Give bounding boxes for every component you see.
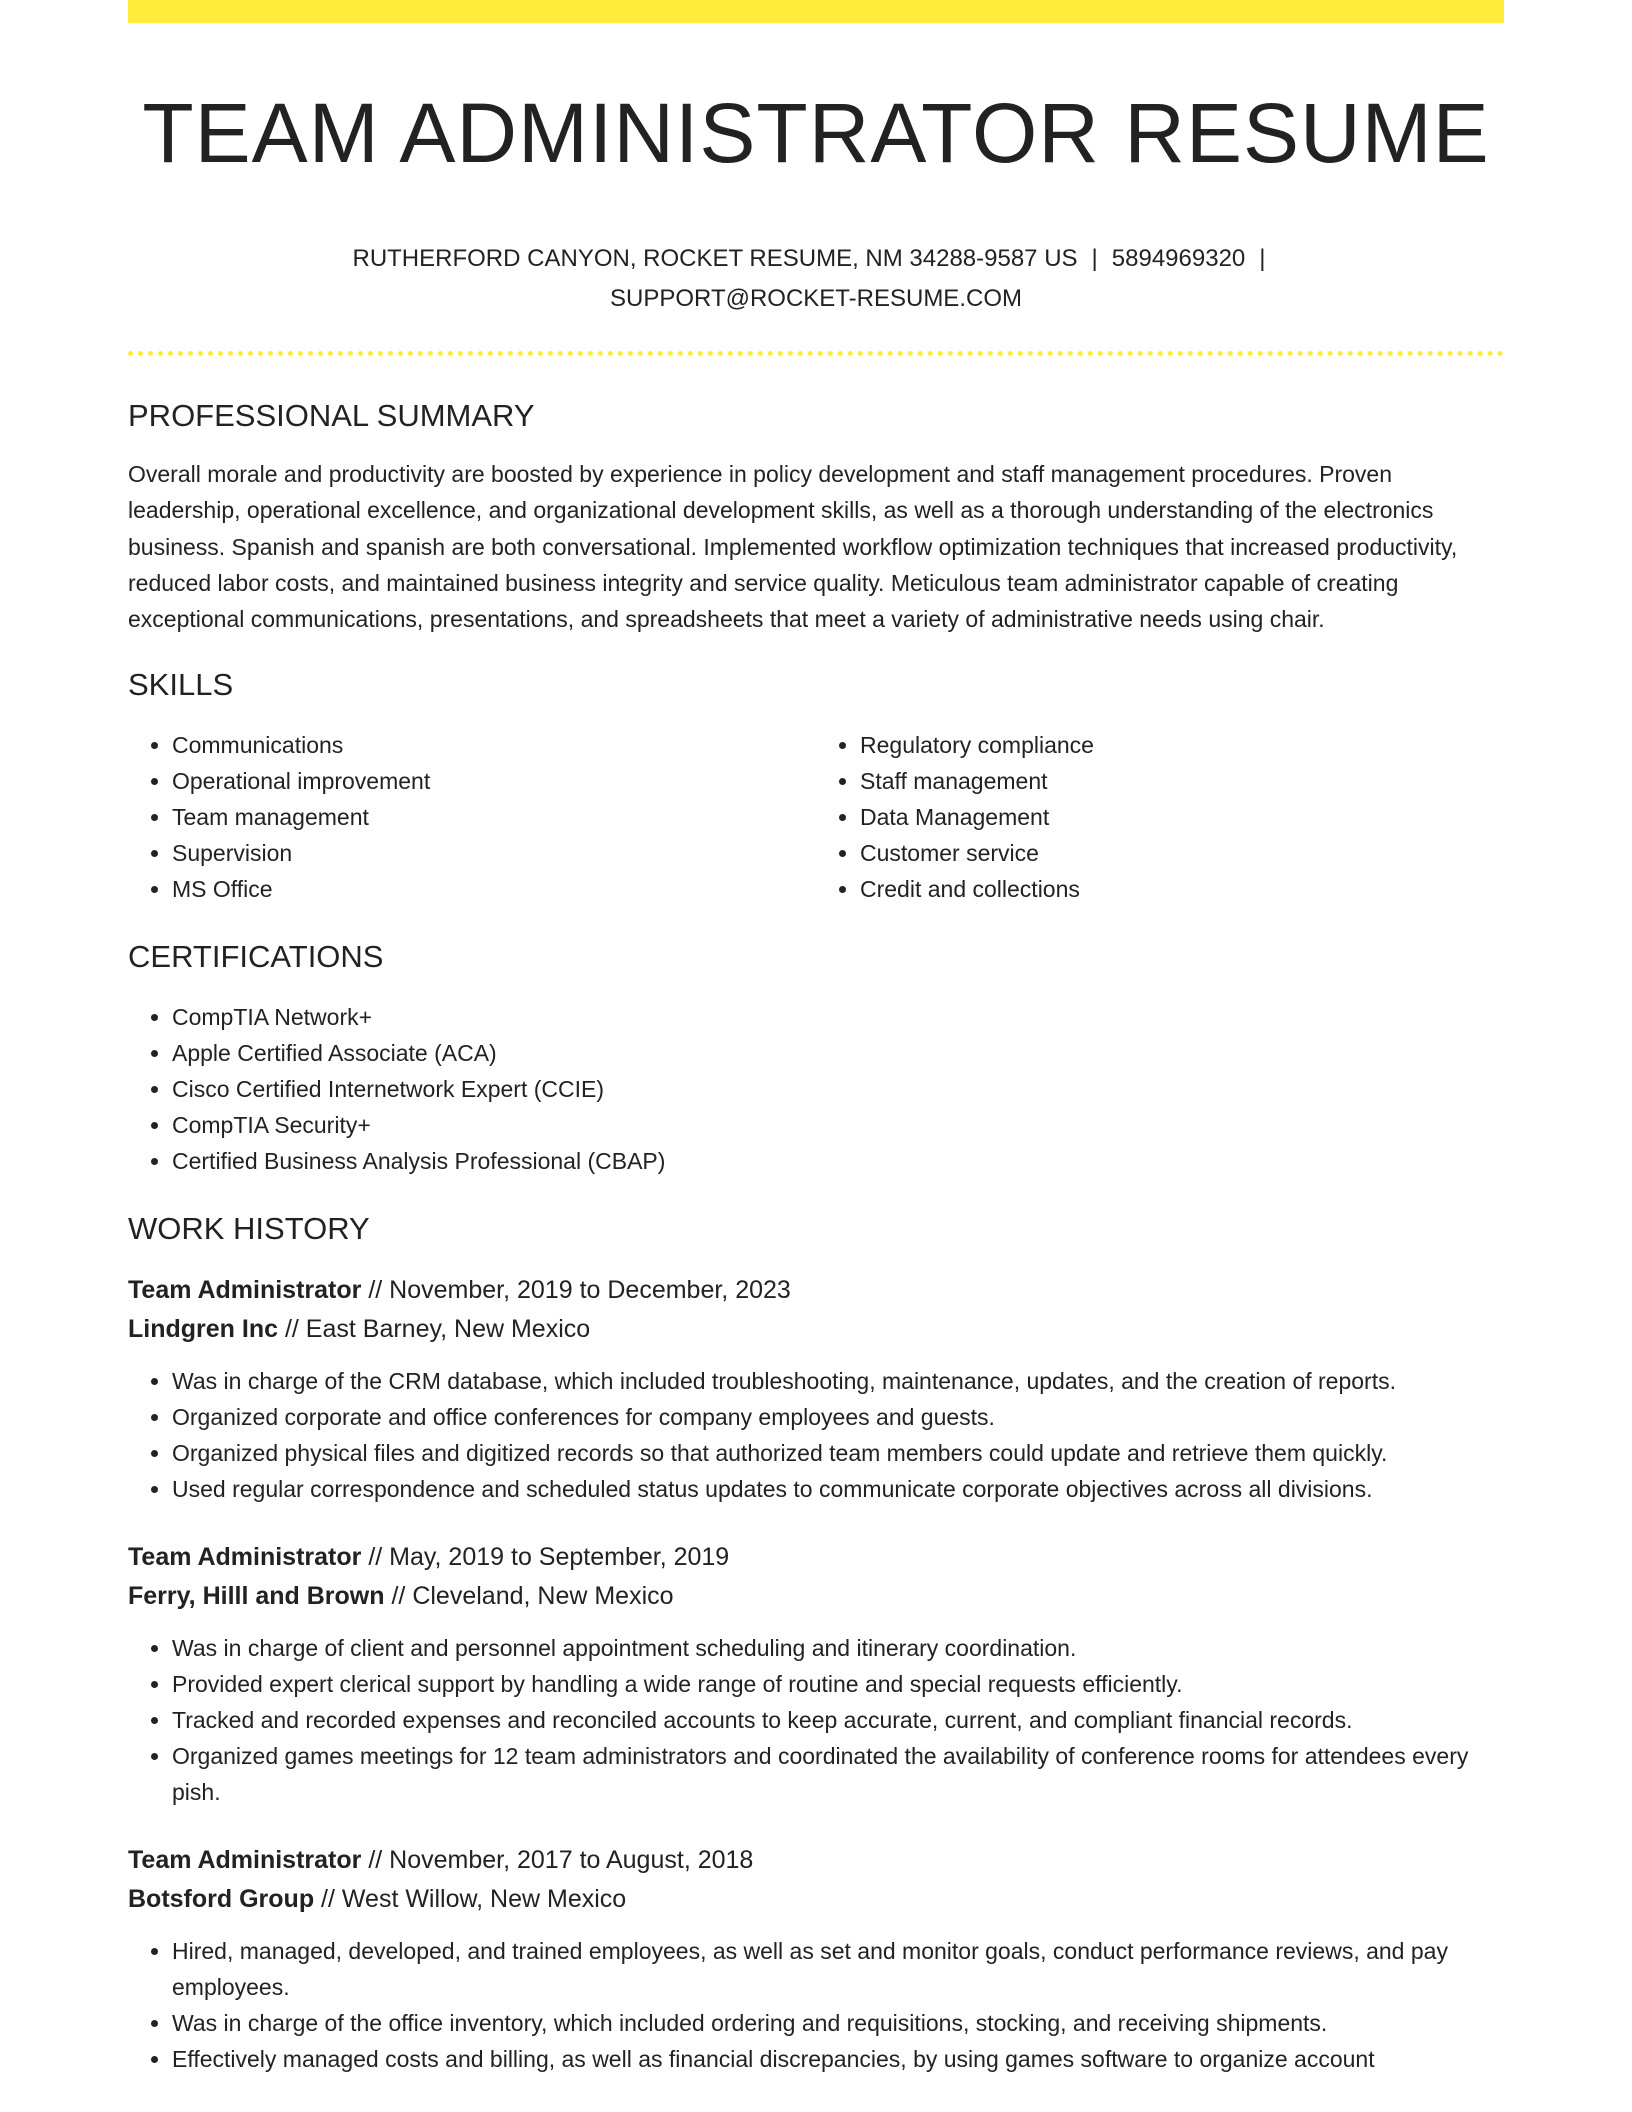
job-entry: [128, 1841, 1504, 2077]
job-location: East Barney, New Mexico: [305, 1315, 591, 1344]
delimiter: //: [361, 1276, 390, 1305]
job-location: West Willow, New Mexico: [341, 1885, 627, 1914]
job-title: Team Administrator: [128, 1543, 362, 1572]
skills-heading: SKILLS: [128, 667, 234, 703]
contact-email: SUPPORT@ROCKET-RESUME.COM: [610, 285, 1022, 312]
job-bullet: • Provided expert clerical support by handling a wide range of routine and special requests efficiently.: [172, 1666, 1504, 1702]
certifications-list: [128, 999, 1504, 1179]
resume-page: [128, 0, 1504, 2077]
job-company-line: [128, 1880, 1504, 1919]
certification-item: • Certified Business Analysis Professional (CBAP): [172, 1143, 1504, 1179]
certifications-heading: CERTIFICATIONS: [128, 939, 384, 975]
job-bullet: • Used regular correspondence and scheduled status updates to communicate corporate objectives across all divisions.: [172, 1471, 1504, 1507]
contact-line-1: [128, 239, 1504, 279]
certification-item: • CompTIA Security+: [172, 1107, 1504, 1143]
skill-item: • Supervision: [172, 835, 816, 871]
job-company: Lindgren Inc: [128, 1315, 278, 1344]
skill-item: • Staff management: [860, 763, 1504, 799]
skill-item: • Regulatory compliance: [860, 727, 1504, 763]
delimiter: //: [361, 1846, 390, 1875]
job-title-line: [128, 1271, 1504, 1310]
contact-phone: 5894969320: [1111, 245, 1246, 272]
job-company: Ferry, Hilll and Brown: [128, 1582, 385, 1611]
job-bullets: [128, 1933, 1504, 2077]
job-bullet: • Was in charge of the office inventory, which included ordering and requisitions, stocking, and receiving shipments.: [172, 2005, 1504, 2041]
skills-column-right: [816, 727, 1504, 907]
page-title: TEAM ADMINISTRATOR RESUME: [142, 86, 1490, 180]
delimiter: //: [384, 1582, 413, 1611]
job-bullet: • Tracked and recorded expenses and reconciled accounts to keep accurate, current, and compliant financial records.: [172, 1702, 1504, 1738]
job-bullet: • Hired, managed, developed, and trained employees, as well as set and monitor goals, conduct performance reviews, and pay employees.: [172, 1933, 1504, 2005]
job-bullet: • Was in charge of the CRM database, which included troubleshooting, maintenance, updates, and the creation of reports.: [172, 1363, 1504, 1399]
job-title: Team Administrator: [128, 1276, 362, 1305]
contact-address: RUTHERFORD CANYON, ROCKET RESUME, NM 34288-9587 US: [352, 245, 1078, 272]
skills-column-left: [128, 727, 816, 907]
top-accent-bar: [128, 0, 1504, 23]
job-dates: November, 2017 to August, 2018: [389, 1846, 754, 1875]
job-company-line: [128, 1577, 1504, 1616]
contact-info: [128, 239, 1504, 319]
dotted-divider: [128, 351, 1504, 356]
skills-list: [128, 727, 1504, 907]
job-bullet: • Organized corporate and office conferences for company employees and guests.: [172, 1399, 1504, 1435]
skill-item: • Team management: [172, 799, 816, 835]
job-bullets: [128, 1363, 1504, 1507]
job-bullets: [128, 1630, 1504, 1810]
certification-item: • CompTIA Network+: [172, 999, 1504, 1035]
skill-item: • Communications: [172, 727, 816, 763]
job-bullet: • Was in charge of client and personnel appointment scheduling and itinerary coordination.: [172, 1630, 1504, 1666]
job-title-line: [128, 1841, 1504, 1880]
job-bullet: • Effectively managed costs and billing, as well as financial discrepancies, by using games software to organize account: [172, 2041, 1504, 2077]
job-dates: May, 2019 to September, 2019: [389, 1543, 730, 1572]
contact-separator: |: [1259, 245, 1266, 272]
certification-item: • Cisco Certified Internetwork Expert (CCIE): [172, 1071, 1504, 1107]
job-entry: [128, 1538, 1504, 1810]
delimiter: //: [361, 1543, 390, 1572]
job-entry: [128, 1271, 1504, 1507]
delimiter: //: [278, 1315, 306, 1344]
summary-heading: PROFESSIONAL SUMMARY: [128, 398, 535, 433]
skill-item: • Credit and collections: [860, 871, 1504, 907]
summary-text: Overall morale and productivity are boosted by experience in policy development and staff management procedures. Proven leadership, operational excellence, and organizational development skills, as well as a thorough understanding of the electronics business. Spanish and spanish are both conversational. Implemented workflow optimization techniques that increased productivity, reduced labor costs, and maintained business integrity and service quality. Meticulous team administrator capable of creating exceptional communications, presentations, and spreadsheets that meet a variety of administrative needs using chair.: [128, 461, 1458, 633]
job-bullet: • Organized physical files and digitized records so that authorized team members could update and retrieve them quickly.: [172, 1435, 1504, 1471]
job-location: Cleveland, New Mexico: [412, 1582, 674, 1611]
delimiter: //: [314, 1885, 342, 1914]
work-history-heading: WORK HISTORY: [128, 1211, 370, 1247]
job-title-line: [128, 1538, 1504, 1577]
job-dates: November, 2019 to December, 2023: [389, 1276, 791, 1305]
job-bullet: • Organized games meetings for 12 team administrators and coordinated the availability of conference rooms for attendees every pish.: [172, 1738, 1504, 1810]
job-company: Botsford Group: [128, 1885, 315, 1914]
skill-item: • MS Office: [172, 871, 816, 907]
contact-separator: |: [1091, 245, 1098, 272]
skill-item: • Customer service: [860, 835, 1504, 871]
job-company-line: [128, 1310, 1504, 1349]
skill-item: • Data Management: [860, 799, 1504, 835]
job-title: Team Administrator: [128, 1846, 362, 1875]
certification-item: • Apple Certified Associate (ACA): [172, 1035, 1504, 1071]
skill-item: • Operational improvement: [172, 763, 816, 799]
contact-line-2: [128, 279, 1504, 319]
